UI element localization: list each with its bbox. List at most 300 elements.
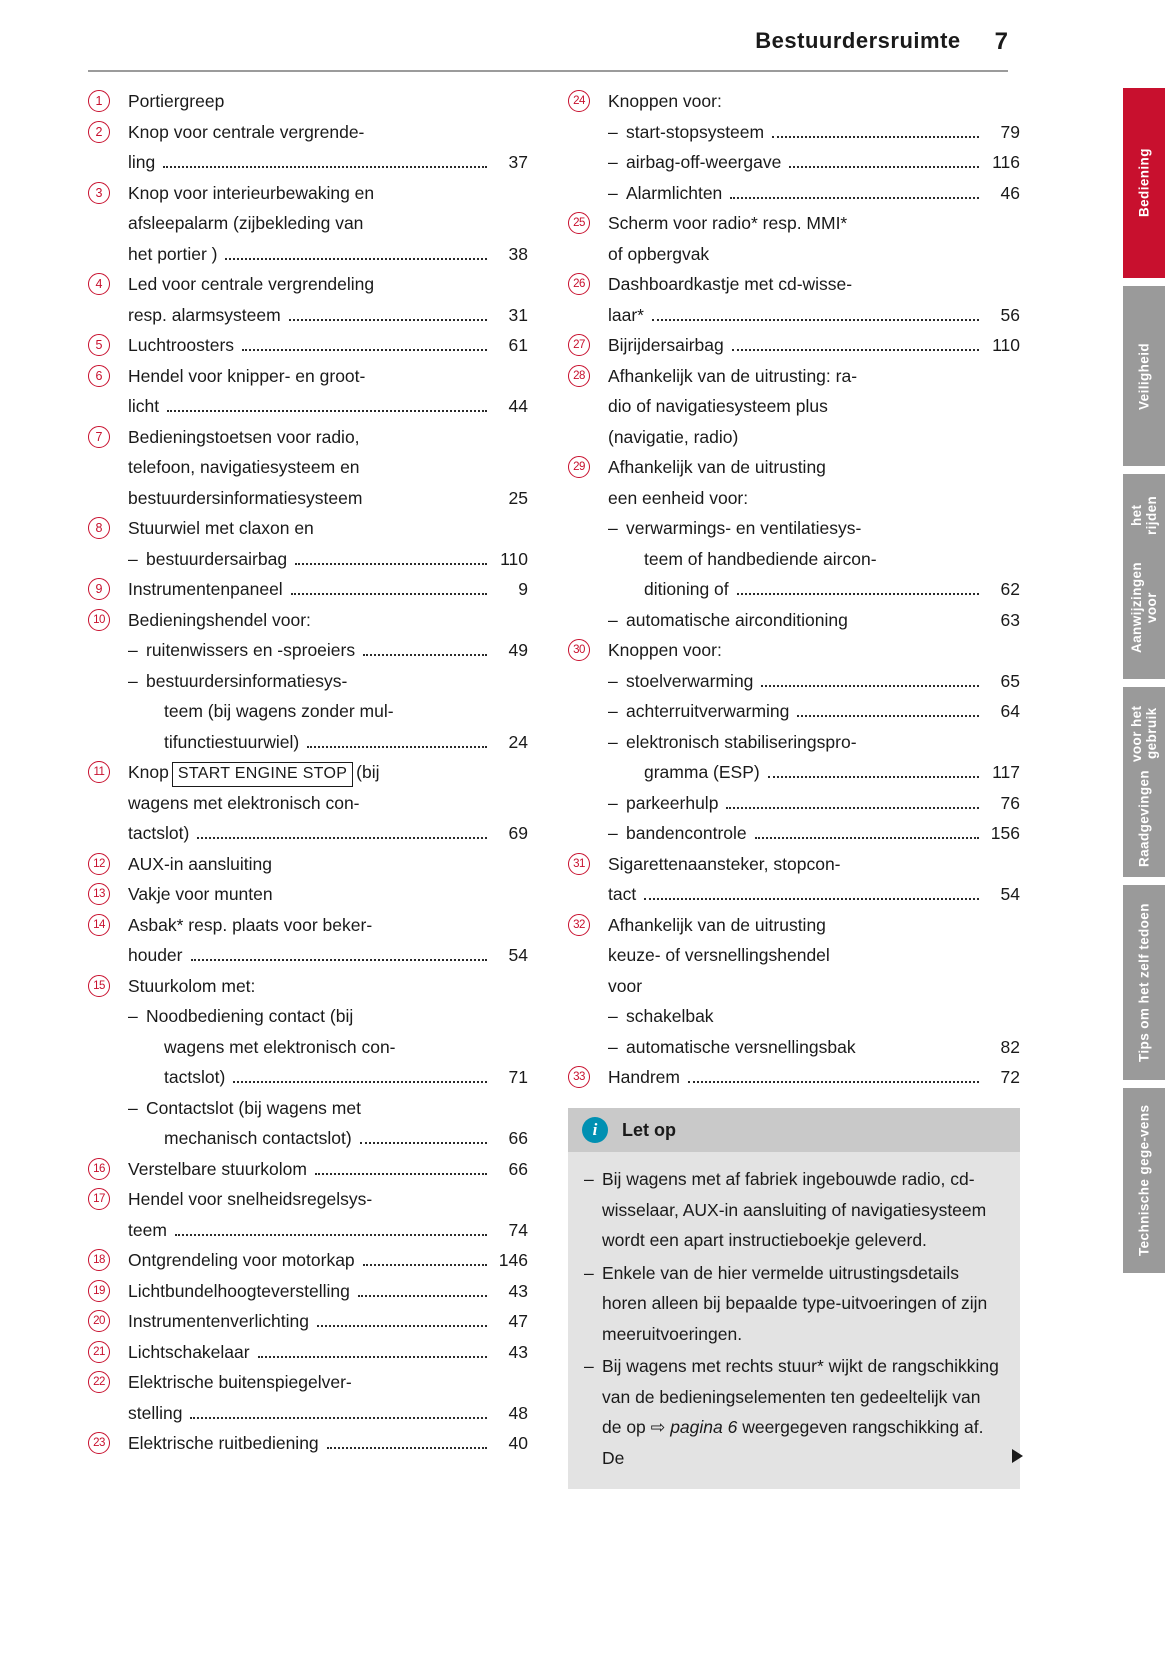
list-item: [88, 1154, 528, 1185]
side-tab-5[interactable]: [1123, 885, 1165, 1080]
leader-dots: [327, 1447, 487, 1449]
list-item: [88, 361, 528, 422]
list-item: [88, 422, 528, 514]
entry-text: Bedieningshendel voor:: [128, 609, 311, 630]
page-ref: 116: [992, 152, 1020, 172]
sub-item: [128, 1062, 528, 1093]
entry-line: [128, 208, 528, 239]
sub-item: [128, 666, 528, 697]
list-item: [88, 1306, 528, 1337]
callout-number: 32: [568, 914, 590, 936]
page-ref: 63: [1000, 609, 1020, 630]
callout-number: 28: [568, 365, 590, 387]
page-ref: 62: [1000, 579, 1020, 599]
list-item: [568, 330, 1020, 361]
list-item: [88, 879, 528, 910]
callout-number: 23: [88, 1432, 110, 1454]
callout-number: 19: [88, 1280, 110, 1302]
note-title: Let op: [622, 1119, 676, 1140]
entry-text: ditioning of: [644, 579, 729, 599]
note-list-item: [584, 1258, 1004, 1350]
leader-dots: [768, 776, 979, 778]
list-item: [88, 1337, 528, 1368]
bullet-dash: –: [608, 518, 618, 538]
entry-line: [128, 574, 528, 605]
entry-text: het portier ): [128, 243, 218, 264]
sub-item: [608, 178, 1020, 209]
callout-number: 22: [88, 1371, 110, 1393]
leader-dots: [317, 1325, 487, 1327]
entry-line: [626, 605, 1020, 636]
entry-text: tact: [608, 884, 637, 904]
entry-line: [128, 117, 528, 148]
entry-text: laar*: [608, 304, 644, 325]
entry-text: Stuurkolom met:: [128, 975, 256, 996]
list-item: [88, 849, 528, 880]
side-tab-label: vens: [1136, 1104, 1152, 1137]
leader-dots: [258, 1356, 487, 1358]
page-ref: 38: [508, 243, 528, 264]
callout-number: 9: [88, 578, 110, 600]
side-tab-1[interactable]: [1123, 88, 1165, 278]
entry-text: Luchtroosters: [128, 335, 235, 355]
entry-text: automatische versnellingsbak: [626, 1036, 856, 1057]
page-ref: 25: [508, 487, 528, 508]
list-item: [88, 1184, 528, 1245]
page-ref: 31: [508, 304, 528, 325]
entry-line: [608, 239, 1020, 270]
entry-text: telefoon, navigatiesysteem en: [128, 457, 360, 477]
entry-text: airbag-off-weergave: [626, 152, 782, 172]
bullet-dash: –: [128, 1097, 138, 1118]
entry-line: [128, 879, 528, 910]
entry-line: [608, 910, 1020, 941]
side-tab-label: Aanwijzingen voor: [1129, 562, 1159, 654]
entry-line: [128, 391, 528, 422]
sub-item: [608, 696, 1020, 727]
page-ref: 54: [508, 945, 528, 965]
sub-item: [608, 1032, 1020, 1063]
list-item: [88, 117, 528, 178]
bullet-dash: –: [608, 609, 618, 630]
entry-text: Vakje voor munten: [128, 884, 273, 904]
note-header: [568, 1108, 1020, 1152]
entry-line: [128, 1337, 528, 1368]
entry-text: Instrumentenverlichting: [128, 1311, 309, 1331]
entry-line: [146, 1001, 528, 1032]
list-item: [88, 1245, 528, 1276]
leader-dots: [652, 319, 979, 321]
callout-number: 25: [568, 212, 590, 234]
leader-dots: [291, 593, 487, 595]
bullet-dash: –: [608, 670, 618, 691]
entry-text: Hendel voor snelheidsregelsys-: [128, 1189, 373, 1209]
entry-line: [128, 605, 528, 636]
entry-line: [128, 239, 528, 270]
entry-line: [626, 147, 1020, 178]
entry-line: [128, 422, 528, 453]
bullet-dash: –: [608, 1036, 618, 1057]
page-ref: 49: [508, 640, 528, 660]
callout-number: 12: [88, 853, 110, 875]
page-ref: 156: [990, 823, 1020, 843]
side-tab-label: Technische gege-: [1136, 1136, 1152, 1257]
info-icon: i: [582, 1117, 608, 1143]
entry-line: [128, 1154, 528, 1185]
sub-item: [608, 544, 1020, 575]
sub-item: [128, 1093, 528, 1124]
leader-dots: [726, 807, 979, 809]
entry-text: Hendel voor knipper- en groot-: [128, 365, 366, 386]
entry-text: dio of navigatiesysteem plus: [608, 396, 828, 416]
page-ref: 66: [508, 1128, 528, 1148]
reference-arrow-icon: ⇨: [650, 1417, 666, 1437]
entry-text: een eenheid voor:: [608, 487, 749, 508]
entry-line: [146, 666, 528, 697]
callout-number: 21: [88, 1341, 110, 1363]
entry-line: [128, 818, 528, 849]
entry-line: [626, 818, 1020, 849]
entry-line: [608, 422, 1020, 453]
entry-line: [608, 300, 1020, 331]
entry-text: Portiergreep: [128, 91, 225, 111]
entry-text: houder: [128, 945, 183, 965]
leader-dots: [315, 1173, 487, 1175]
side-tab-6[interactable]: [1123, 1088, 1165, 1273]
leader-dots: [175, 1234, 487, 1236]
bullet-dash: –: [608, 182, 618, 203]
page-ref: 61: [508, 335, 528, 355]
callout-number: 14: [88, 914, 110, 936]
entry-line: [644, 544, 1020, 575]
entry-line: [626, 1001, 1020, 1032]
leader-dots: [797, 715, 979, 717]
entry-text: keuze- of versnellingshendel: [608, 945, 830, 965]
entry-line: [608, 269, 1020, 300]
sub-item: [608, 1001, 1020, 1032]
entry-text: mechanisch contactslot): [164, 1128, 352, 1148]
leader-dots: [789, 166, 979, 168]
entry-line: [128, 849, 528, 880]
side-tab-label: doen: [1136, 903, 1152, 937]
entry-line: [164, 1032, 528, 1063]
entry-text: Led voor centrale vergrendeling: [128, 274, 375, 294]
leader-dots: [755, 837, 979, 839]
leader-dots: [242, 349, 487, 351]
callout-number: 7: [88, 426, 110, 448]
sub-item: [128, 544, 528, 575]
list-item: [568, 208, 1020, 269]
left-column: [88, 86, 528, 1459]
entry-line: [626, 696, 1020, 727]
bullet-dash: –: [584, 1356, 594, 1376]
list-item: [568, 849, 1020, 910]
entry-line: [164, 727, 528, 758]
leader-dots: [167, 410, 487, 412]
entry-text: Alarmlichten: [626, 182, 723, 203]
callout-number: 33: [568, 1066, 590, 1088]
bullet-dash: –: [128, 1006, 138, 1026]
sub-item: [128, 1032, 528, 1063]
leader-dots: [190, 1417, 487, 1419]
page-ref: 66: [508, 1158, 528, 1179]
entry-line: [164, 1123, 528, 1154]
callout-number: 15: [88, 975, 110, 997]
entry-line: [626, 178, 1020, 209]
entry-line: [128, 1276, 528, 1307]
page-ref: 110: [500, 548, 528, 569]
leader-dots: [363, 1264, 487, 1266]
leader-dots: [761, 685, 979, 687]
page-reference-link[interactable]: pagina 6: [665, 1417, 738, 1437]
callout-number: 6: [88, 365, 110, 387]
entry-line: [644, 757, 1020, 788]
side-tab-label: Bediening: [1136, 148, 1152, 218]
entry-text: Handrem: [608, 1067, 680, 1087]
callout-number: 4: [88, 273, 110, 295]
entry-line: [626, 666, 1020, 697]
page-ref: 146: [498, 1250, 528, 1270]
list-item: [568, 452, 1020, 635]
callout-number: 26: [568, 273, 590, 295]
sub-item: [608, 818, 1020, 849]
entry-text: voor: [608, 975, 643, 996]
entry-line: [608, 1062, 1020, 1093]
list-item: [568, 635, 1020, 849]
entry-text: elektronisch stabiliseringspro-: [626, 731, 857, 752]
side-tab-3[interactable]: [1123, 474, 1165, 679]
entry-line: [128, 86, 528, 117]
entry-text: verwarmings- en ventilatiesys-: [626, 518, 862, 538]
callout-number: 10: [88, 609, 110, 631]
bullet-dash: –: [128, 548, 138, 569]
entry-line: [128, 757, 528, 788]
entry-text: bestuurdersinformatiesys-: [146, 670, 348, 691]
page-ref: 56: [1000, 304, 1020, 325]
callout-number: 11: [88, 761, 110, 783]
page-ref: 44: [508, 396, 528, 416]
entry-text: automatische airconditioning: [626, 609, 848, 630]
entry-line: [164, 1062, 528, 1093]
page-ref: 69: [508, 823, 528, 843]
entry-text: Afhankelijk van de uitrusting: ra-: [608, 365, 858, 386]
entry-text: Scherm voor radio* resp. MMI*: [608, 213, 848, 233]
side-tab-label: voor het gebruik: [1129, 705, 1159, 762]
entry-text: wagens met elektronisch con-: [128, 792, 360, 813]
callout-number: 24: [568, 90, 590, 112]
entry-text: Instrumentenpaneel: [128, 579, 283, 599]
entry-text: Bijrijdersairbag: [608, 335, 724, 355]
sub-item: [608, 727, 1020, 758]
list-item: [568, 86, 1020, 208]
entry-text: ruitenwissers en -sproeiers: [146, 640, 356, 660]
leader-dots: [644, 898, 979, 900]
entry-text: bestuurdersairbag: [146, 548, 288, 569]
list-item: [88, 574, 528, 605]
sub-item: [128, 1001, 528, 1032]
entry-line: [128, 483, 528, 514]
list-item: [88, 513, 528, 574]
entry-text: Lichtschakelaar: [128, 1341, 250, 1362]
entry-text: Bedieningstoetsen voor radio,: [128, 426, 360, 447]
entry-line: [128, 513, 528, 544]
sub-item: [608, 605, 1020, 636]
entry-text: Knoppen voor:: [608, 91, 722, 111]
leader-dots: [233, 1081, 487, 1083]
entry-text: Asbak* resp. plaats voor beker-: [128, 914, 373, 935]
bullet-dash: –: [608, 731, 618, 752]
side-tab-strip: [1123, 88, 1165, 1281]
list-item: [88, 330, 528, 361]
entry-line: [608, 330, 1020, 361]
entry-text: licht: [128, 396, 160, 416]
entry-line: [626, 1032, 1020, 1063]
note-list-item: [584, 1351, 1004, 1473]
page-ref: 43: [508, 1280, 528, 1301]
entry-line: [626, 117, 1020, 148]
page-ref: 48: [508, 1402, 528, 1423]
page-ref: 64: [1000, 701, 1020, 721]
list-item: [88, 1428, 528, 1459]
entry-line: [608, 391, 1020, 422]
callout-number: 8: [88, 517, 110, 539]
entry-text: (bij: [356, 762, 380, 782]
entry-text: AUX-in aansluiting: [128, 853, 272, 874]
entry-text: tactslot): [164, 1067, 226, 1087]
entry-line: [128, 452, 528, 483]
entry-line: [128, 940, 528, 971]
entry-line: [608, 361, 1020, 392]
entry-text: Afhankelijk van de uitrusting: [608, 457, 826, 477]
entry-line: [128, 1367, 528, 1398]
entry-line: [128, 971, 528, 1002]
bullet-dash: –: [584, 1262, 594, 1283]
entry-text: wagens met elektronisch con-: [164, 1036, 396, 1057]
list-item: [568, 269, 1020, 330]
leader-dots: [737, 593, 979, 595]
sub-item: [608, 666, 1020, 697]
entry-text: Sigarettenaansteker, stopcon-: [608, 853, 841, 874]
callout-number: 27: [568, 334, 590, 356]
leader-dots: [191, 959, 488, 961]
entry-line: [128, 910, 528, 941]
bullet-dash: –: [584, 1169, 594, 1189]
entry-text: schakelbak: [626, 1006, 714, 1026]
entry-line: [128, 1245, 528, 1276]
list-item: [568, 910, 1020, 1063]
leader-dots: [197, 837, 487, 839]
entry-line: [128, 1184, 528, 1215]
page-ref: 65: [1000, 670, 1020, 691]
page-ref: 117: [992, 762, 1020, 782]
entry-text: achterruitverwarming: [626, 701, 790, 721]
sub-item: [608, 574, 1020, 605]
page-number: 7: [994, 28, 1008, 55]
entry-text: Knop voor centrale vergrende-: [128, 121, 365, 142]
page-ref: 47: [508, 1311, 528, 1331]
side-tab-4[interactable]: [1123, 687, 1165, 877]
leader-dots: [225, 258, 487, 260]
entry-line: [128, 361, 528, 392]
page-ref: 76: [1000, 792, 1020, 813]
callout-number: 13: [88, 883, 110, 905]
entry-line: [128, 788, 528, 819]
list-item: [88, 910, 528, 971]
bullet-dash: –: [608, 701, 618, 721]
callout-number: 20: [88, 1310, 110, 1332]
entry-line: [128, 300, 528, 331]
list-item: [88, 269, 528, 330]
leader-dots: [358, 1295, 487, 1297]
bullet-dash: –: [608, 823, 618, 843]
sub-item: [128, 727, 528, 758]
entry-line: [128, 330, 528, 361]
entry-text: tifunctiestuurwiel): [164, 731, 300, 752]
callout-number: 2: [88, 121, 110, 143]
entry-text: ling: [128, 152, 156, 172]
page-title: Bestuurdersruimte: [755, 28, 961, 53]
entry-line: [608, 208, 1020, 239]
side-tab-2[interactable]: [1123, 286, 1165, 466]
leader-dots: [307, 746, 487, 748]
entry-line: [146, 544, 528, 575]
sub-item: [608, 117, 1020, 148]
entry-text: teem (bij wagens zonder mul-: [164, 701, 394, 721]
list-item: [88, 1276, 528, 1307]
side-tab-label: Veiligheid: [1136, 342, 1152, 410]
entry-line: [146, 635, 528, 666]
entry-line: [128, 1398, 528, 1429]
entry-text: teem: [128, 1219, 167, 1240]
callout-number: 3: [88, 182, 110, 204]
entry-line: [128, 1215, 528, 1246]
entry-text: stoelverwarming: [626, 670, 754, 691]
side-tab-label: Tips om het zelf te: [1136, 936, 1152, 1062]
page-ref: 43: [508, 1341, 528, 1362]
page-ref: 82: [1000, 1036, 1020, 1057]
entry-text: resp. alarmsysteem: [128, 304, 281, 325]
leader-dots: [295, 563, 487, 565]
page-ref: 40: [508, 1433, 528, 1453]
sub-item: [608, 788, 1020, 819]
sub-item: [608, 147, 1020, 178]
entry-text: stelling: [128, 1402, 183, 1423]
callout-number: 31: [568, 853, 590, 875]
callout-number: 17: [88, 1188, 110, 1210]
page-ref: 37: [508, 152, 528, 172]
continuation-arrow-icon: [1012, 1449, 1023, 1463]
callout-number: 5: [88, 334, 110, 356]
leader-dots: [688, 1081, 979, 1083]
entry-text: (navigatie, radio): [608, 426, 739, 447]
start-engine-stop-label: START ENGINE STOP: [172, 762, 353, 787]
sub-item: [128, 635, 528, 666]
entry-text: of opbergvak: [608, 243, 710, 264]
page-ref: 74: [508, 1219, 528, 1240]
entry-line: [608, 635, 1020, 666]
entry-text: gramma (ESP): [644, 762, 760, 782]
sub-item: [608, 513, 1020, 544]
side-tab-label: Raadgevingen: [1136, 769, 1152, 867]
page-ref: 110: [992, 335, 1020, 355]
leader-dots: [732, 349, 979, 351]
leader-dots: [289, 319, 487, 321]
callout-number: 16: [88, 1158, 110, 1180]
list-item: [88, 757, 528, 849]
bullet-dash: –: [608, 152, 618, 172]
entry-line: [608, 971, 1020, 1002]
entry-line: [608, 86, 1020, 117]
